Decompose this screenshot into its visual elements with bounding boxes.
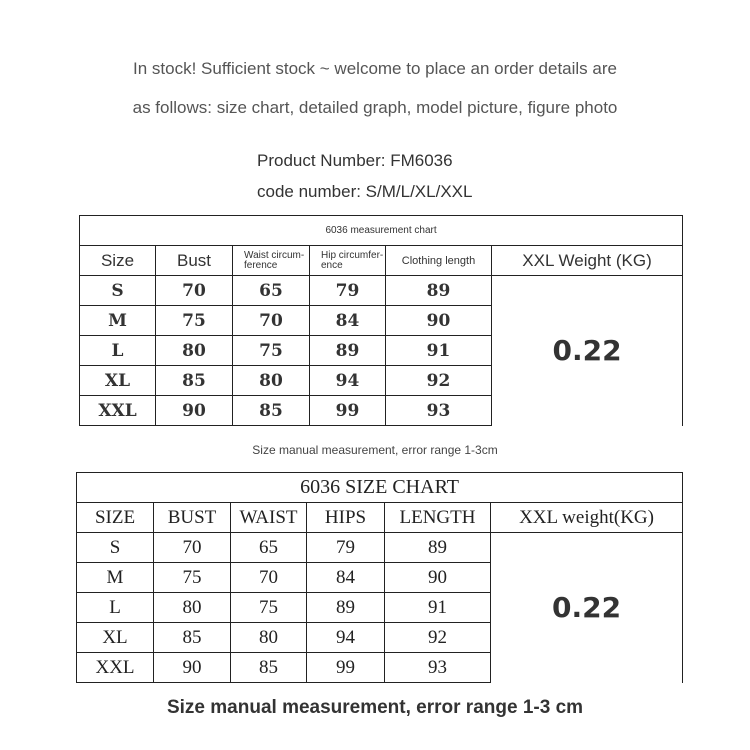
table-cell: XXL (80, 396, 156, 426)
table-cell: 80 (154, 593, 231, 623)
table-cell: XL (77, 623, 154, 653)
table-cell: M (80, 306, 156, 336)
table-cell: 99 (310, 396, 386, 426)
table-cell: 90 (156, 396, 233, 426)
table-cell: 70 (233, 306, 310, 336)
table-cell: 94 (310, 366, 386, 396)
table-cell: 65 (231, 533, 307, 563)
table-cell: 80 (233, 366, 310, 396)
header-text: Waist circum- ference (244, 249, 305, 271)
table-cell: 89 (385, 533, 491, 563)
header-text: Hip circumfer- ence (321, 249, 384, 271)
measurement-note: Size manual measurement, error range 1-3cm (252, 443, 498, 457)
table-cell: 70 (154, 533, 231, 563)
size-chart-table (76, 472, 683, 683)
table-cell: 92 (386, 366, 492, 396)
table-cell: 93 (386, 396, 492, 426)
table-cell: S (77, 533, 154, 563)
header-cell (310, 246, 386, 276)
header-cell: Clothing length (386, 246, 492, 276)
table-cell: 85 (233, 396, 310, 426)
table-row (77, 533, 683, 563)
table-cell: 79 (310, 276, 386, 306)
weight-value: 0.22 (491, 533, 683, 683)
header-cell: LENGTH (385, 503, 491, 533)
measurement-note-bold: Size manual measurement, error range 1-3 cm (166, 697, 584, 718)
table-cell: S (80, 276, 156, 306)
table-cell: 89 (386, 276, 492, 306)
table-cell: 93 (385, 653, 491, 683)
table-cell: 91 (385, 593, 491, 623)
table-cell: 90 (386, 306, 492, 336)
table-cell: 79 (307, 533, 385, 563)
table-cell: 80 (156, 336, 233, 366)
header-cell: Bust (156, 246, 233, 276)
table-cell: 94 (307, 623, 385, 653)
header-cell: BUST (154, 503, 231, 533)
table-cell: L (77, 593, 154, 623)
table-cell: 84 (307, 563, 385, 593)
table-cell: 75 (231, 593, 307, 623)
table-cell: M (77, 563, 154, 593)
header-cell: XXL Weight (KG) (492, 246, 683, 276)
table-header-row (80, 246, 683, 276)
table-cell: 89 (307, 593, 385, 623)
table-cell: XXL (77, 653, 154, 683)
intro-line-1: In stock! Sufficient stock ~ welcome to place an order details are (133, 59, 617, 78)
table-cell: 75 (156, 306, 233, 336)
header-cell: XXL weight(KG) (491, 503, 683, 533)
table-cell: 90 (154, 653, 231, 683)
table-cell: 75 (154, 563, 231, 593)
header-cell (233, 246, 310, 276)
table-cell: 80 (231, 623, 307, 653)
table-cell: 92 (385, 623, 491, 653)
table-header-row (77, 503, 683, 533)
table-cell: 70 (231, 563, 307, 593)
header-cell: Size (80, 246, 156, 276)
table-cell: 84 (310, 306, 386, 336)
header-cell: SIZE (77, 503, 154, 533)
table-cell: 75 (233, 336, 310, 366)
table-title: 6036 SIZE CHART (77, 473, 683, 503)
weight-value: 0.22 (492, 276, 683, 426)
table-title: 6036 measurement chart (80, 216, 683, 246)
table-cell: L (80, 336, 156, 366)
table-cell: 85 (231, 653, 307, 683)
table-cell: 85 (156, 366, 233, 396)
table-cell: 90 (385, 563, 491, 593)
table-cell: 91 (386, 336, 492, 366)
table-cell: XL (80, 366, 156, 396)
table-cell: 99 (307, 653, 385, 683)
table-cell: 70 (156, 276, 233, 306)
measurement-chart-table (79, 215, 683, 426)
header-cell: WAIST (231, 503, 307, 533)
table-cell: 89 (310, 336, 386, 366)
table-row (80, 276, 683, 306)
size-code-list: code number: S/M/L/XL/XXL (257, 182, 473, 201)
table-cell: 85 (154, 623, 231, 653)
header-cell: HIPS (307, 503, 385, 533)
intro-line-2: as follows: size chart, detailed graph, model picture, figure photo (132, 98, 618, 117)
product-number: Product Number: FM6036 (257, 151, 453, 170)
table-cell: 65 (233, 276, 310, 306)
